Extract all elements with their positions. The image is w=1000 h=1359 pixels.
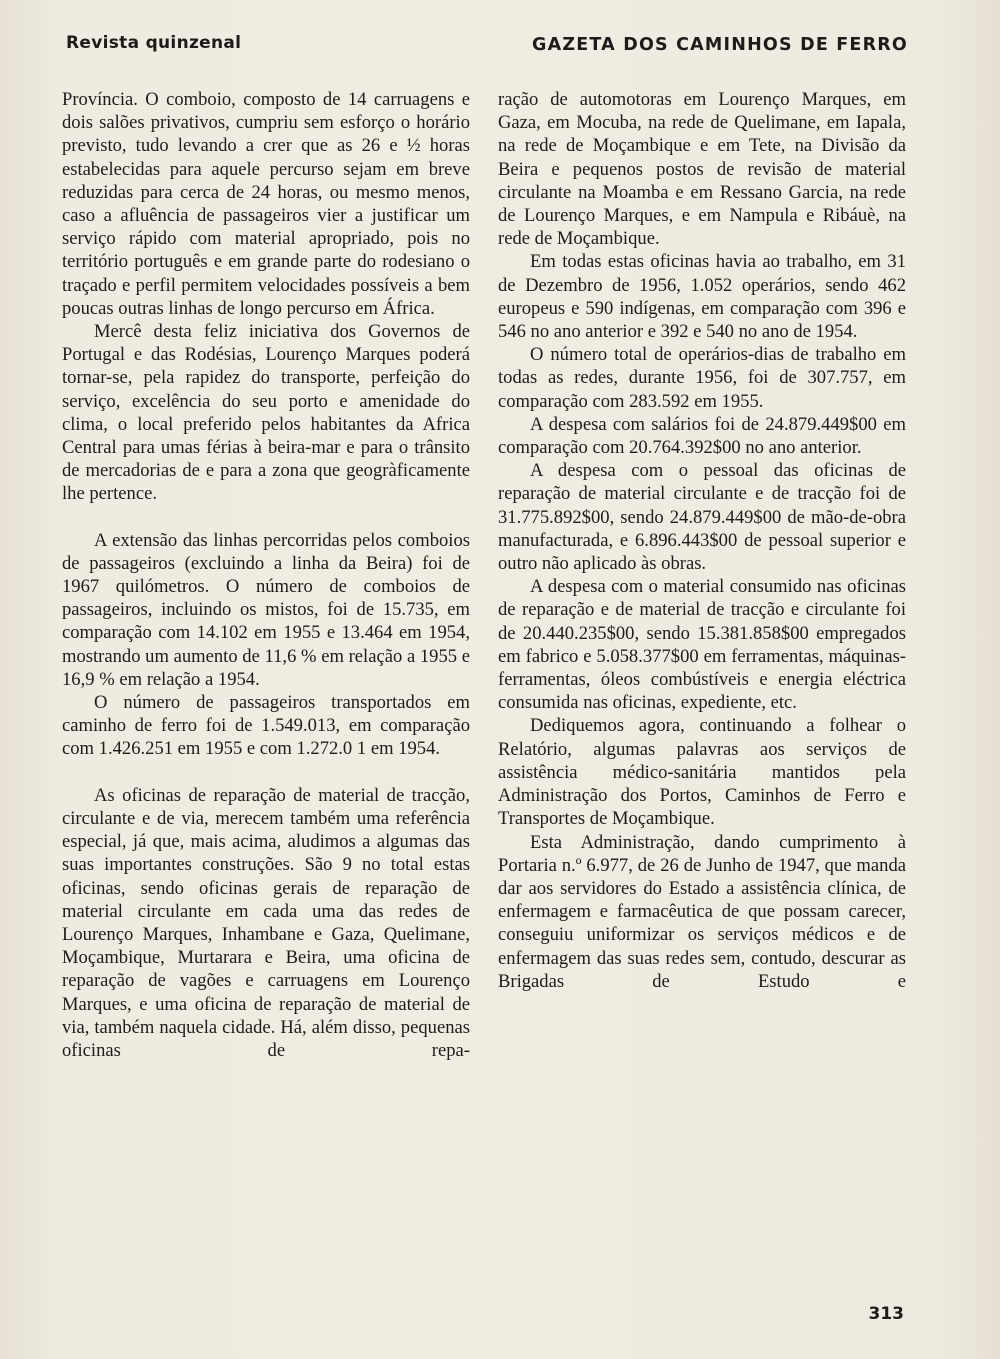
paragraph: A despesa com o pessoal das oficinas de reparação de material circulante e de tracção foi de 31.775.892$00, sendo 24.879.449$00 de mão-de-obra manufacturada, e 6.896.443$00 de pessoal superior e outro não aplicado às obras. <box>498 460 906 575</box>
paragraph: As oficinas de reparação de material de tracção, circulante e de via, merecem também uma referência especial, já que, mais acima, aludimos a algumas das suas importantes construções. São 9 no total estas oficinas, sendo oficinas gerais de reparação de material circulante em cada uma das redes de Lourenço Marques, Inhambane e Gaza, Quelimane, Moçambique, Murtarara e Beira, uma oficina de reparação de vagões e carruagens em Lourenço Marques, e uma oficina de reparação de material de via, também naquela cidade. Há, além disso, pequenas oficinas de repa- <box>62 784 470 1061</box>
paragraph: O número de passageiros transportados em caminho de ferro foi de 1.549.013, em comparação com 1.426.251 em 1955 e com 1.272.0 1 em 1954. <box>62 692 470 760</box>
paragraph: Dediquemos agora, continuando a folhear o Relatório, algumas palavras aos serviços de assistência médico-sanitária mantidos pela Administração dos Portos, Caminhos de Ferro e Transportes de Moçambique. <box>498 715 906 830</box>
paragraph: A extensão das linhas percorridas pelos comboios de passageiros (excluindo a linha da Beira) foi de 1967 quilómetros. O número de comboios de passageiros, incluindo os mistos, foi de 15.735, em comparação com 14.102 em 1955 e 13.464 em 1954, mostrando um aumento de 11,6 % em relação a 1955 e 16,9 % em relação a 1954. <box>62 529 470 690</box>
paragraph: ração de automotoras em Lourenço Marques, em Gaza, em Mocuba, na rede de Quelimane, em Iapala, na rede de Moçambique e em Tete, na Divisão da Beira e pequenos postos de revisão de material circulante na Moamba e em Ressano Garcia, na rede de Lourenço Marques, e em Nampula e Ribáuè, na rede de Moçambique. <box>498 89 906 250</box>
paragraph: Em todas estas oficinas havia ao trabalho, em 31 de Dezembro de 1956, 1.052 operários, sendo 462 europeus e 590 indígenas, em comparação com 396 e 546 no ano anterior e 392 e 540 no ano de 1954. <box>498 251 906 343</box>
running-header-right: GAZETA DOS CAMINHOS DE FERRO <box>532 35 908 55</box>
paragraph: Esta Administração, dando cumprimento à Portaria n.º 6.977, de 26 de Junho de 1947, que manda dar aos servidores do Estado a assistência clínica, de enfermagem e farmacêutica de que possam carecer, conseguiu uniformizar os serviços médicos e de enfermagem das suas redes sem, contudo, descurar as Brigadas de Estudo e <box>498 831 906 992</box>
running-header-left: Revista quinzenal <box>66 33 242 53</box>
paragraph: Província. O comboio, composto de 14 carruagens e dois salões privativos, cumpriu sem esforço o horário previsto, tudo levando a crer que as 26 e ½ horas estabelecidas para aquele percurso sejam em breve reduzidas para cerca de 24 horas, ou mesmo menos, caso a afluência de passageiros vier a justificar um serviço rápido com material apropriado, pois no território português e em grande parte do rodesiano o traçado e perfil permitem velocidades possíveis a bem poucas outras linhas de longo percurso em África. <box>62 89 470 319</box>
paragraph: A despesa com o material consumido nas oficinas de reparação e de material de tracção e circulante foi de 20.440.235$00, sendo 15.381.858$00 empregados em fabrico e 5.058.377$00 em ferramentas, máquinas-ferramentas, óleos combústíveis e energia eléctrica consumida nas oficinas, expediente, etc. <box>498 576 906 714</box>
paragraph: O número total de operários-dias de trabalho em todas as redes, durante 1956, foi de 307.757, em comparação com 283.592 em 1955. <box>498 344 906 412</box>
paragraph: Mercê desta feliz iniciativa dos Governos de Portugal e das Rodésias, Lourenço Marques poderá tornar-se, pela rapidez do transporte, perfeição do serviço, excelência do seu porto e amenidade do clima, o local preferido pelos habitantes da Africa Central para umas férias à beira-mar e para o trânsito de mercadorias de e para a zona que geogràficamente lhe pertence. <box>62 321 470 505</box>
right-text-column <box>498 88 906 993</box>
paragraph: A despesa com salários foi de 24.879.449$00 em comparação com 20.764.392$00 no ano anterior. <box>498 413 906 459</box>
left-text-column <box>62 88 470 1062</box>
page-number: 313 <box>868 1304 904 1324</box>
